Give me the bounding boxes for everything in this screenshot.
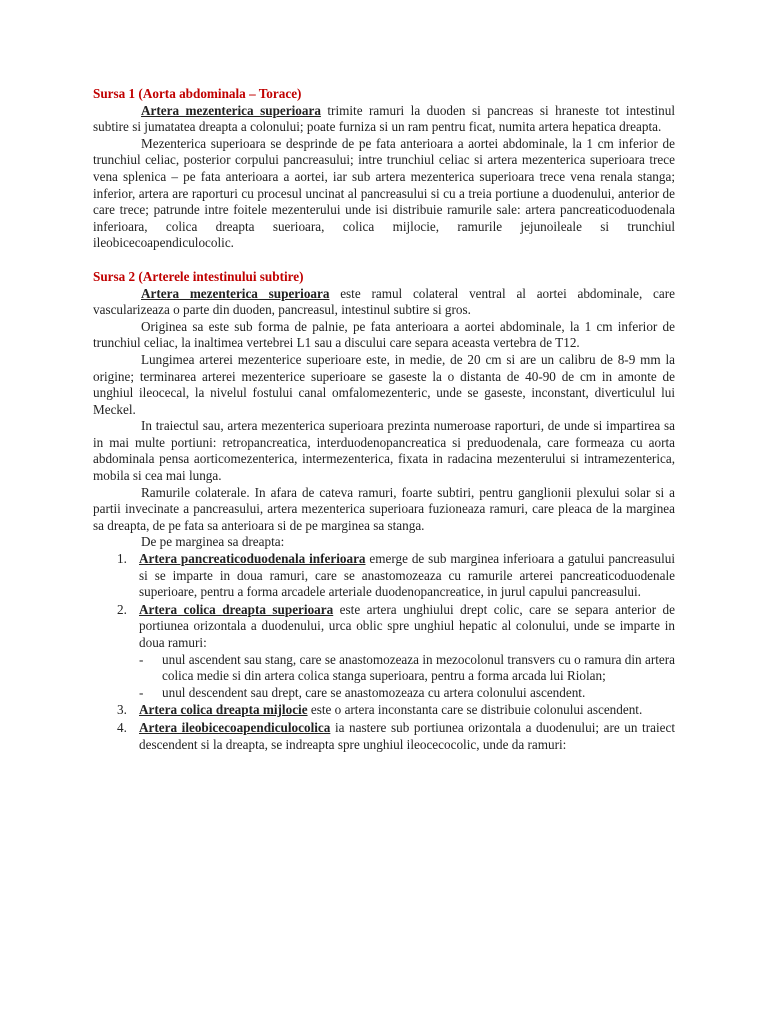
- paragraph: De pe marginea sa dreapta:: [141, 534, 285, 550]
- paragraph: [93, 103, 675, 136]
- sublist-item: [139, 652, 675, 685]
- term-artera-colica-dreapta-superioara: Artera colica dreapta superioara: [139, 601, 334, 617]
- term-artera-ileobicecoapendiculocolica: Artera ileobicecoapendiculocolica: [139, 719, 331, 735]
- paragraph-text: este ramul colateral ventral al aortei abdominale, care vascularizeaza o parte din duoden, pancreasul, intestinul subtire si gros.: [93, 285, 675, 318]
- sublist-item-text: unul ascendent sau stang, care se anastomozeaza in mezocolonul transvers cu o ramura din artera colica medie si din artera colica stanga superioara, pentru a forma arcada lui Riolan;: [162, 651, 675, 684]
- term-artera-pancreaticoduodenala: Artera pancreaticoduodenala inferioara: [139, 551, 366, 567]
- list-item-text: emerge de sub marginea inferioara a gatului pancreasului si se imparte in doua ramuri, care se anastomozeaza cu ramurile arterei pancreaticoduodenale superioare, pentru a forma arcadele arteriale duodenopancreatice, in jurul capului pancreasului.: [139, 551, 676, 600]
- numbered-list: [93, 551, 675, 753]
- list-number: 4.: [117, 719, 127, 735]
- paragraph: [93, 286, 675, 319]
- list-item-text: este artera unghiului drept colic, care se separa anterior de portiunea orizontala a duodenului, urca oblic spre unghiul hepatic al colonului, unde se imparte in doua ramuri:: [139, 601, 676, 650]
- paragraph: Ramurile colaterale. In afara de cateva ramuri, foarte subtiri, pentru ganglionii plexului solar si a partii invecinate a pancreasului, artera mezenterica superioara fuzioneaza ramuri, care pleaca de la marginea sa dreapta, de pe fata sa anterioara si de pe marginea sa stanga.: [93, 484, 675, 533]
- dash-marker: -: [139, 684, 144, 700]
- list-item: [93, 702, 675, 719]
- dash-marker: -: [139, 651, 144, 667]
- term-artera-mezenterica-superioara: Artera mezenterica superioara: [141, 285, 330, 301]
- section-heading-sursa-1: Sursa 1 (Aorta abdominala – Torace): [93, 86, 302, 101]
- paragraph-text: trimite ramuri la duoden si pancreas si hraneste tot intestinul subtire si jumatatea dreapta a colonului; poate furniza si un ram pentru ficat, numita artera hepatica dreapta.: [93, 102, 675, 135]
- dash-sublist: [139, 652, 675, 702]
- list-item-text: este o artera inconstanta care se distribuie colonului ascendent.: [307, 702, 643, 718]
- section-heading-sursa-2: Sursa 2 (Arterele intestinului subtire): [93, 268, 304, 284]
- list-item: [93, 551, 675, 601]
- list-number: 1.: [117, 551, 127, 567]
- document-page: [93, 86, 675, 754]
- paragraph: Originea sa este sub forma de palnie, pe fata anterioara a aortei abdominale, la 1 cm inferior de trunchiul celiac, la inaltimea vertebrei L1 sau a discului care separa aceasta vertebra de T12.: [93, 318, 675, 351]
- paragraph: Lungimea arterei mezenterice superioare este, in medie, de 20 cm si are un calibru de 8-9 mm la origine; terminarea arterei mezenterice superioare se gaseste la o distanta de 40-90 de cm in amonte de unghiul ileocecal, la nivelul fostului canal omfalomezenteric, unde se gaseste, inconstant, diverticulul lui Meckel.: [93, 351, 675, 417]
- list-item: [93, 602, 675, 702]
- list-number: 3.: [117, 702, 127, 718]
- sublist-item: [139, 685, 675, 702]
- list-item-text: ia nastere sub portiunea orizontala a duodenului; are un traiect descendent si la dreapta, se indreapta spre unghiul ileocecocolic, unde da ramuri:: [139, 719, 675, 752]
- list-item: [93, 720, 675, 753]
- term-artera-mezenterica-superioara: Artera mezenterica superioara: [141, 102, 321, 118]
- sublist-item-text: unul descendent sau drept, care se anastomozeaza cu artera colonului ascendent.: [162, 684, 586, 700]
- paragraph: Mezenterica superioara se desprinde de pe fata anterioara a aortei abdominale, la 1 cm inferior de trunchiul celiac, posterior corpului pancreasului; intre trunchiul celiac si artera mezenterica superioara trece vena splenica – pe fata anterioara a aortei, iar sub artera mezenterica superioara trece vena renala stanga; inferior, artera are raporturi cu procesul uncinat al pancreasului si cu a treia portiune a duodenului, anterior de care trece; patrunde intre foitele mezenterului unde isi distribuie ramurile sale: artera pancreaticoduodenala inferioara, colica dreapta suerioara, colica mijlocie, ramurile jejunoileale si trunchiul ileobicecoapendiculocolic.: [93, 135, 675, 251]
- paragraph: In traiectul sau, artera mezenterica superioara prezinta numeroase raporturi, de unde si impartirea sa in mai multe portiuni: retropancreatica, interduodenopancreatica si preduodenala, care formeaza cu aorta abdominala pensa aorticomezenterica, intermezenterica, fixata in radacina mezenterului si intramezenterica, mobila si cea mai lunga.: [93, 418, 675, 484]
- list-number: 2.: [117, 601, 127, 617]
- term-artera-colica-dreapta-mijlocie: Artera colica dreapta mijlocie: [139, 702, 308, 718]
